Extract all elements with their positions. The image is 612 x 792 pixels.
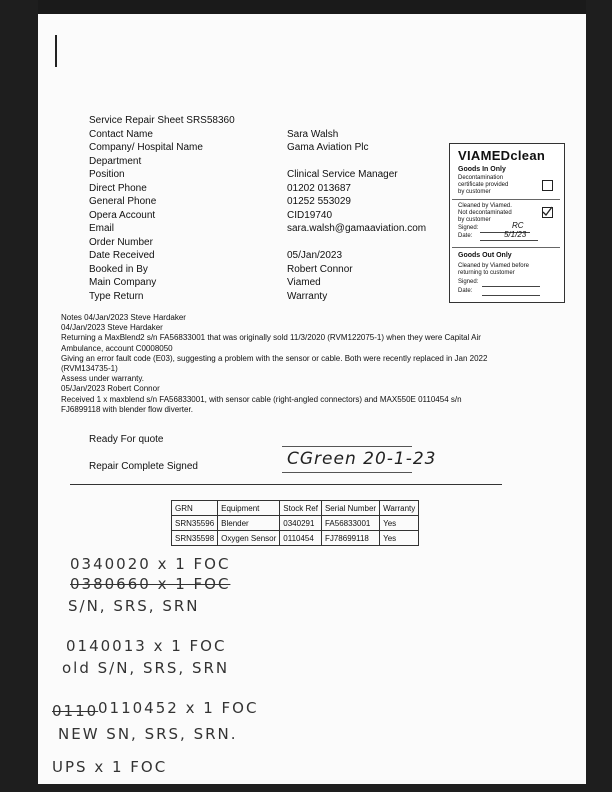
field-value: Gama Aviation Plc [287, 142, 369, 153]
table-cell: Oxygen Sensor [218, 531, 280, 546]
field-row [89, 263, 426, 277]
field-row [89, 222, 426, 236]
sheet-title: Service Repair Sheet SRS58360 [89, 115, 235, 126]
service-repair-fields [89, 114, 426, 303]
goods-out-title: Goods Out Only [458, 252, 512, 259]
note-line: FJ6899118 with blender flow diverter. [61, 404, 193, 414]
field-label: Type Return [89, 290, 144, 302]
table-header: Serial Number [321, 501, 379, 516]
out-signed-label: Signed: [458, 279, 479, 285]
field-label: Email [89, 223, 115, 234]
field-label: Main Company [89, 277, 157, 288]
note-line: Returning a MaxBlend2 s/n FA56833001 that was originally sold 11/3/2020 (RVM122075-1) when they were Capital Air [61, 333, 481, 343]
stamp-signed-value: RC [512, 221, 524, 230]
out-signed-line [482, 286, 540, 287]
handwritten-note: 0340020 x 1 FOC [70, 555, 231, 573]
field-row [89, 128, 426, 142]
note-line: (RVM134735-1) [61, 364, 118, 374]
table-row [172, 516, 419, 531]
check-icon [542, 206, 553, 217]
decon-checkbox [542, 180, 553, 191]
handwritten-note: 0140013 x 1 FOC [66, 637, 227, 655]
table-header: GRN [172, 501, 218, 516]
note-line: Received 1 x maxblend s/n FA56833001, with sensor cable (right-angled connectors) and MAX550E 0110454 s/n [61, 394, 462, 404]
field-value: Robert Connor [287, 263, 353, 275]
field-label: Position [89, 169, 125, 180]
table-cell: 0110454 [280, 531, 322, 546]
field-label: Date Received [89, 250, 155, 261]
equipment-table [171, 500, 419, 546]
notes-section [61, 313, 541, 415]
scan-border-right [586, 0, 612, 792]
table-cell: FA56833001 [321, 516, 379, 531]
handwritten-note-struck: 0380660 x 1 FOC [70, 575, 231, 593]
table-header: Warranty [380, 501, 419, 516]
field-row [89, 141, 426, 155]
field-label: Department [89, 155, 142, 167]
handwritten-note: S/N, SRS, SRN [68, 597, 200, 615]
field-value: sara.walsh@gamaaviation.com [287, 223, 427, 234]
scan-border-bottom [0, 784, 612, 792]
cleaned-line: Cleaned by Viamed. [458, 203, 512, 209]
stamp-brand-a: VIAMED [458, 148, 511, 163]
table-cell: SRN35598 [172, 531, 218, 546]
goods-in-title: Goods In Only [458, 166, 506, 173]
note-line: Giving an error fault code (E03), suggesting a problem with the sensor or cable. Both were recently replaced in Jan 2022 [61, 353, 488, 363]
repair-complete-line [282, 472, 412, 473]
stamp-date-label: Date: [458, 233, 473, 239]
ready-for-quote-label: Ready For quote [89, 434, 164, 445]
stamp-brand-b: clean [510, 148, 546, 163]
table-header: Stock Ref [280, 501, 322, 516]
field-value: Viamed [287, 277, 321, 288]
note-line: 05/Jan/2023 Robert Connor [61, 384, 160, 394]
field-label: General Phone [89, 196, 157, 207]
cleaned-checkbox [542, 207, 553, 218]
pen-mark [55, 35, 57, 67]
out-line: Cleaned by Viamed before [458, 263, 529, 269]
out-date-line [482, 295, 540, 296]
field-value: 01252 553029 [287, 196, 351, 207]
decon-line: by customer [458, 189, 491, 195]
field-row [89, 168, 426, 182]
field-label: Order Number [89, 236, 153, 248]
table-row [172, 531, 419, 546]
handwritten-note: old S/N, SRS, SRN [62, 659, 230, 677]
table-cell: Yes [380, 531, 419, 546]
field-row [89, 209, 426, 223]
viamed-clean-stamp [449, 143, 565, 303]
field-value: 05/Jan/2023 [287, 250, 343, 261]
stamp-divider [452, 247, 560, 248]
field-label: Direct Phone [89, 182, 147, 194]
field-row [89, 290, 426, 304]
ready-for-quote-line [282, 446, 412, 447]
field-label: Opera Account [89, 209, 156, 221]
note-line: Assess under warranty. [61, 374, 144, 384]
stamp-divider [452, 199, 560, 200]
field-value: Clinical Service Manager [287, 169, 398, 180]
field-row [89, 249, 426, 263]
note-line: Ambulance, account C0008050 [61, 343, 173, 353]
field-row [89, 276, 426, 290]
note-line: Notes 04/Jan/2023 Steve Hardaker [61, 313, 186, 322]
section-divider [70, 484, 502, 485]
handwritten-note: 0110452 x 1 FOC [98, 699, 259, 717]
out-date-label: Date: [458, 288, 473, 294]
field-value: Sara Walsh [287, 128, 339, 140]
out-line: returning to customer [458, 270, 515, 276]
scan-border-left [0, 0, 38, 792]
scan-border-top [0, 0, 612, 14]
field-label: Booked in By [89, 263, 148, 275]
handwritten-note: UPS x 1 FOC [52, 758, 168, 776]
handwritten-note: NEW SN, SRS, SRN. [58, 725, 238, 743]
handwritten-note-struck: 0110 [52, 702, 99, 720]
table-cell: Blender [218, 516, 280, 531]
cleaned-line: Not decontaminated [458, 210, 512, 216]
field-value: CID19740 [287, 209, 333, 221]
repair-complete-label: Repair Complete Signed [89, 461, 198, 472]
field-value: 01202 013687 [287, 182, 351, 194]
field-row [89, 155, 426, 169]
table-cell: Yes [380, 516, 419, 531]
decon-line: Decontamination [458, 175, 504, 181]
decon-line: certificate provided [458, 182, 509, 188]
sheet-header [89, 114, 426, 128]
table-header: Equipment [218, 501, 280, 516]
stamp-date-value: 5/1/23 [504, 230, 527, 239]
stamp-date-line [480, 240, 538, 241]
table-header-row [172, 501, 419, 516]
field-label: Contact Name [89, 128, 153, 140]
field-row [89, 195, 426, 209]
cleaned-line: by customer [458, 217, 491, 223]
field-row [89, 182, 426, 196]
table-cell: 0340291 [280, 516, 322, 531]
note-line: 04/Jan/2023 Steve Hardaker [61, 323, 163, 333]
table-cell: SRN35596 [172, 516, 218, 531]
table-cell: FJ78699118 [321, 531, 379, 546]
field-row [89, 236, 426, 250]
field-value: Warranty [287, 290, 328, 302]
repair-signature: CGreen 20-1-23 [287, 449, 437, 469]
stamp-signed-label: Signed: [458, 225, 479, 231]
stamp-brand [458, 148, 545, 163]
field-label: Company/ Hospital Name [89, 142, 203, 153]
